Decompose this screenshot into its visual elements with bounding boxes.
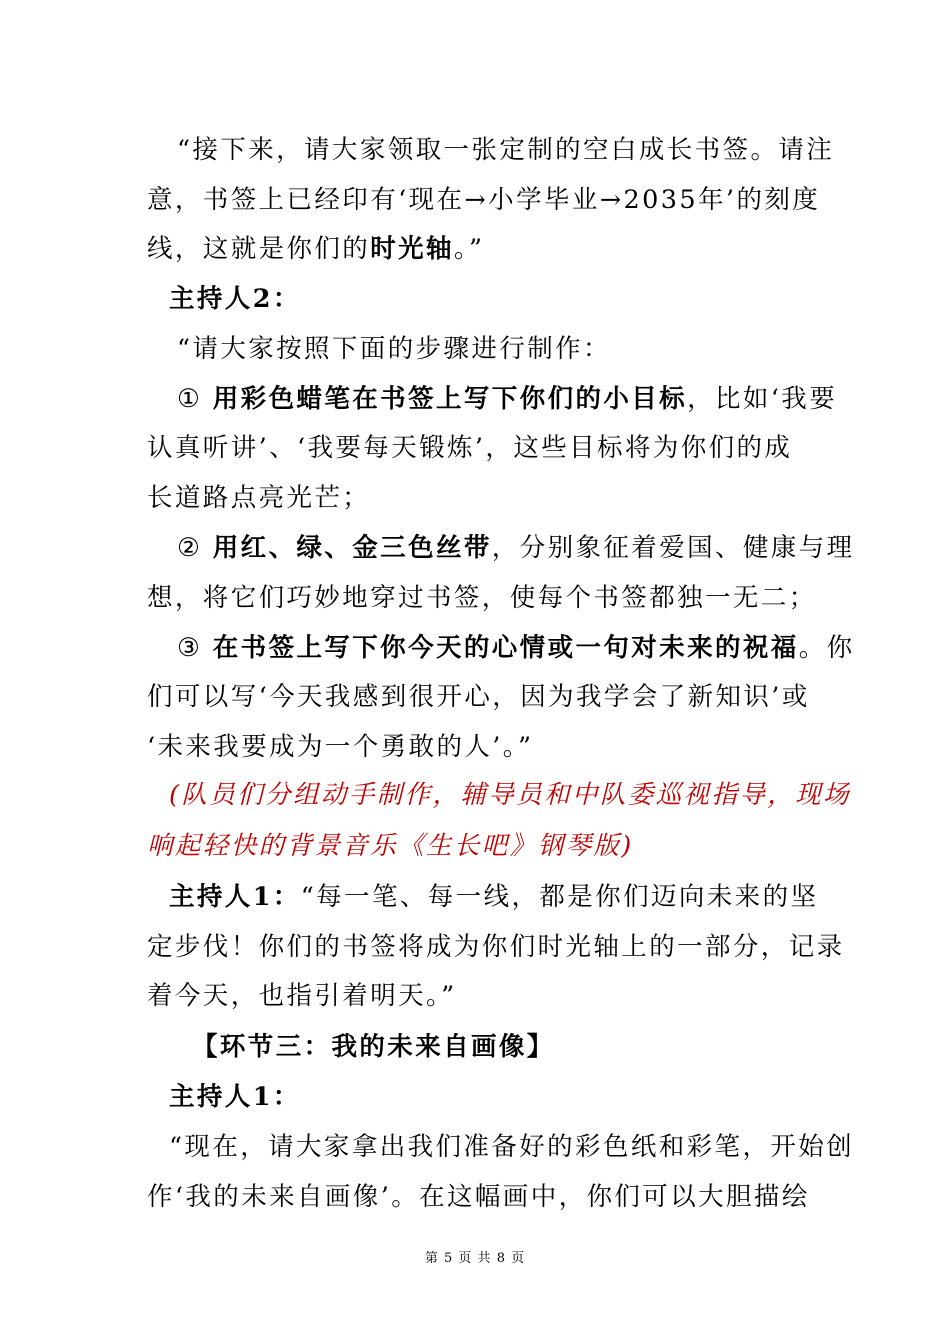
body-text: 想，将它们巧妙地穿过书签，使每个书签都独一无二； (147, 583, 817, 613)
body-text: 。你 (798, 633, 855, 663)
body-text: ，比如‘我要 (687, 384, 838, 414)
text-line (147, 930, 845, 964)
text-line (147, 232, 485, 266)
body-text: 。” (453, 234, 485, 264)
text-line (147, 183, 820, 217)
stage-direction-text: 响起轻快的背景音乐《生长吧》钢琴版) (147, 831, 634, 861)
body-text: 长道路点亮光芒； (147, 483, 371, 513)
text-line (147, 1180, 810, 1214)
bold-text: 主持人1： (169, 1082, 301, 1112)
bold-text: 【环节三：我的未来自画像】 (192, 1032, 555, 1062)
text-line (177, 133, 834, 167)
body-text: 们可以写‘今天我感到很开心，因为我学会了新知识’或 (147, 682, 810, 712)
body-text: “请大家按照下面的步骤进行制作： (177, 334, 611, 364)
text-line (169, 880, 818, 914)
text-line (169, 778, 851, 812)
bold-text: 主持人2： (169, 284, 301, 314)
page-number-footer: 第 5 页 共 8 页 (424, 1251, 526, 1266)
bold-text: 用彩色蜡笔在书签上写下你们的小目标 (212, 384, 688, 414)
body-text: 线，这就是你们的 (147, 234, 371, 264)
body-text: ③ (177, 633, 213, 663)
body-text: ‘未来我要成为一个勇敢的人’。” (147, 732, 534, 762)
text-line (169, 1130, 854, 1164)
body-text: 作‘我的未来自画像’。在这幅画中，你们可以大胆描绘 (147, 1182, 810, 1212)
body-text: “接下来，请大家领取一张定制的空白成长书签。请注 (177, 135, 835, 165)
body-text: ② (177, 533, 213, 563)
text-line (147, 829, 634, 863)
bold-text: 用红、绿、金三色丝带 (212, 533, 492, 563)
bold-text: 在书签上写下你今天的心情或一句对未来的祝福 (212, 633, 799, 663)
body-text: “现在，请大家拿出我们准备好的彩色纸和彩笔，开始创 (169, 1132, 855, 1162)
body-text: ，分别象征着爱国、健康与理 (491, 533, 855, 563)
body-text: “每一笔、每一线，都是你们迈向未来的坚 (300, 882, 819, 912)
text-line (177, 382, 837, 416)
text-line (169, 1080, 301, 1114)
text-line (177, 332, 611, 366)
bold-text: 主持人1： (169, 882, 301, 912)
text-line (147, 581, 817, 615)
bold-text: 时光轴 (370, 234, 454, 264)
text-line (177, 631, 855, 665)
text-line (147, 481, 370, 515)
text-line (147, 730, 533, 764)
body-text: 定步伐！你们的书签将成为你们时光轴上的一部分，记录 (147, 932, 845, 962)
body-text: 意，书签上已经印有‘现在→小学毕业→2035年’的刻度 (147, 185, 821, 215)
text-line (169, 282, 301, 316)
text-line (147, 979, 457, 1013)
text-line (192, 1030, 555, 1064)
text-line (147, 680, 810, 714)
stage-direction-text: (队员们分组动手制作，辅导员和中队委巡视指导，现场 (169, 780, 851, 810)
body-text: 着今天，也指引着明天。” (147, 981, 457, 1011)
body-text: ① (177, 384, 213, 414)
text-line (147, 431, 792, 465)
body-text: 认真听讲’、‘我要每天锻炼’，这些目标将为你们的成 (147, 433, 793, 463)
text-line (177, 531, 855, 565)
